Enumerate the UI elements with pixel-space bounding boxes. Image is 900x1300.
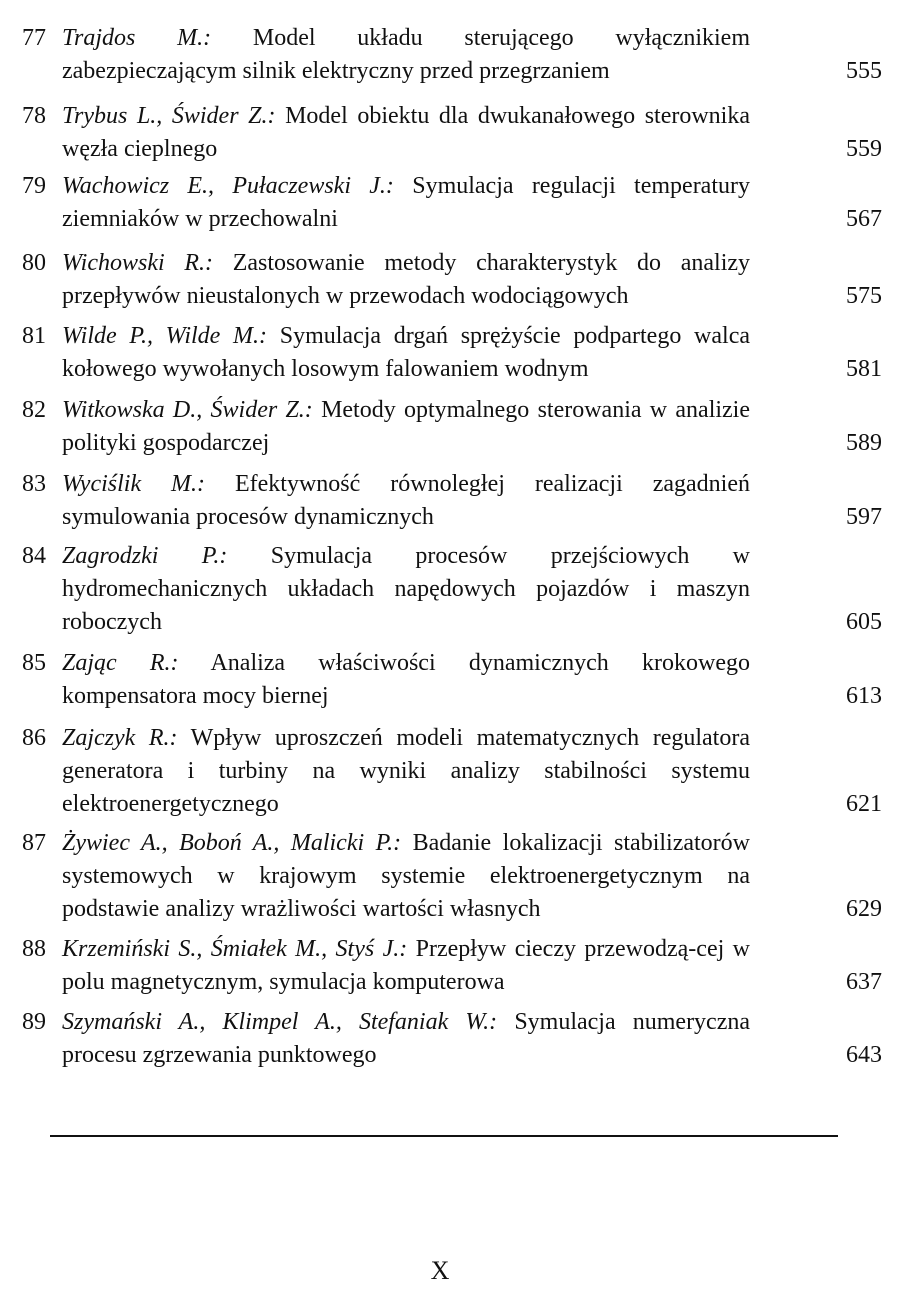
entry-title: Model układu sterującego wyłącznikiem zabezpieczającym silnik elektryczny przed przegrzaniem (62, 25, 751, 84)
entry-number: 85 (22, 650, 46, 676)
entry-authors: Szymański A., Klimpel A., Stefaniak W.: (62, 1009, 498, 1035)
entry-page: 589 (846, 430, 882, 456)
entry-number: 78 (22, 103, 46, 129)
entry-authors: Żywiec A., Boboń A., Malicki P.: (62, 830, 402, 856)
entry-page: 613 (846, 683, 882, 709)
entry-page: 597 (846, 504, 882, 530)
entry-page: 605 (846, 609, 882, 635)
entry-text (62, 320, 750, 386)
entry-title: Efektywność równoległej realizacji zagadnień symulowania procesów dynamicznych (62, 471, 751, 530)
entry-authors: Trajdos M.: (62, 25, 212, 51)
entry-text (62, 100, 750, 166)
entry-text (62, 468, 750, 534)
entry-text (62, 22, 750, 88)
entry-page: 575 (846, 283, 882, 309)
entry-authors: Wichowski R.: (62, 250, 214, 276)
entry-authors: Wilde P., Wilde M.: (62, 323, 268, 349)
entry-text (62, 170, 750, 236)
entry-number: 86 (22, 725, 46, 751)
entry-title: Symulacja numeryczna procesu zgrzewania punktowego (62, 1009, 751, 1068)
entry-page: 567 (846, 206, 882, 232)
entry-title: Symulacja regulacji temperatury ziemniaków w przechowalni (62, 173, 750, 232)
entry-number: 80 (22, 250, 46, 276)
entry-text (62, 1006, 750, 1072)
entry-text (62, 540, 750, 639)
entry-number: 79 (22, 173, 46, 199)
entry-authors: Trybus L., Świder Z.: (62, 103, 276, 129)
entry-text (62, 722, 750, 821)
entry-number: 89 (22, 1009, 46, 1035)
entry-title: Analiza właściwości dynamicznych krokowego kompensatora mocy biernej (62, 650, 750, 709)
entry-authors: Wachowicz E., Pułaczewski J.: (62, 173, 394, 199)
entry-title: Wpływ uproszczeń modeli matematycznych regulatora generatora i turbiny na wyniki analizy stabilności systemu elektroenergetycznego (62, 725, 750, 817)
entry-authors: Zagrodzki P.: (62, 543, 228, 569)
entry-number: 88 (22, 936, 46, 962)
entry-authors: Wyciślik M.: (62, 471, 206, 497)
entry-title: Metody optymalnego sterowania w analizie polityki gospodarczej (62, 397, 750, 456)
entry-number: 77 (22, 25, 46, 51)
entry-page: 559 (846, 136, 882, 162)
entry-page: 643 (846, 1042, 882, 1068)
entry-page: 581 (846, 356, 882, 382)
entry-text (62, 827, 750, 926)
entry-authors: Witkowska D., Świder Z.: (62, 397, 313, 423)
entry-number: 83 (22, 471, 46, 497)
page-folio: X (430, 1256, 450, 1285)
separator-rule (50, 1135, 838, 1137)
entry-authors: Zając R.: (62, 650, 179, 676)
entry-authors: Krzemiński S., Śmiałek M., Styś J.: (62, 936, 408, 962)
entry-page: 621 (846, 791, 882, 817)
entry-text (62, 247, 750, 313)
entry-text (62, 933, 750, 999)
entry-number: 81 (22, 323, 46, 349)
entry-page: 637 (846, 969, 882, 995)
entry-number: 84 (22, 543, 46, 569)
entry-number: 87 (22, 830, 46, 856)
entry-title: Model obiektu dla dwukanałowego sterownika węzła cieplnego (62, 103, 750, 162)
entry-authors: Zajczyk R.: (62, 725, 178, 751)
entry-page: 629 (846, 896, 882, 922)
entry-title: Zastosowanie metody charakterystyk do analizy przepływów nieustalonych w przewodach wodociągowych (62, 250, 751, 309)
entry-title: Symulacja drgań sprężyście podpartego walca kołowego wywołanych losowym falowaniem wodnym (62, 323, 750, 382)
entry-page: 555 (846, 58, 882, 84)
entry-title: Symulacja procesów przejściowych w hydromechanicznych układach napędowych pojazdów i maszyn roboczych (62, 543, 751, 635)
entry-number: 82 (22, 397, 46, 423)
entry-title: Badanie lokalizacji stabilizatorów systemowych w krajowym systemie elektroenergetycznym na podstawie analizy wrażliwości wartości własnych (62, 830, 750, 922)
entry-title: Przepływ cieczy przewodzą-cej w polu magnetycznym, symulacja komputerowa (62, 936, 750, 995)
entry-text (62, 394, 750, 460)
entry-text (62, 647, 750, 713)
